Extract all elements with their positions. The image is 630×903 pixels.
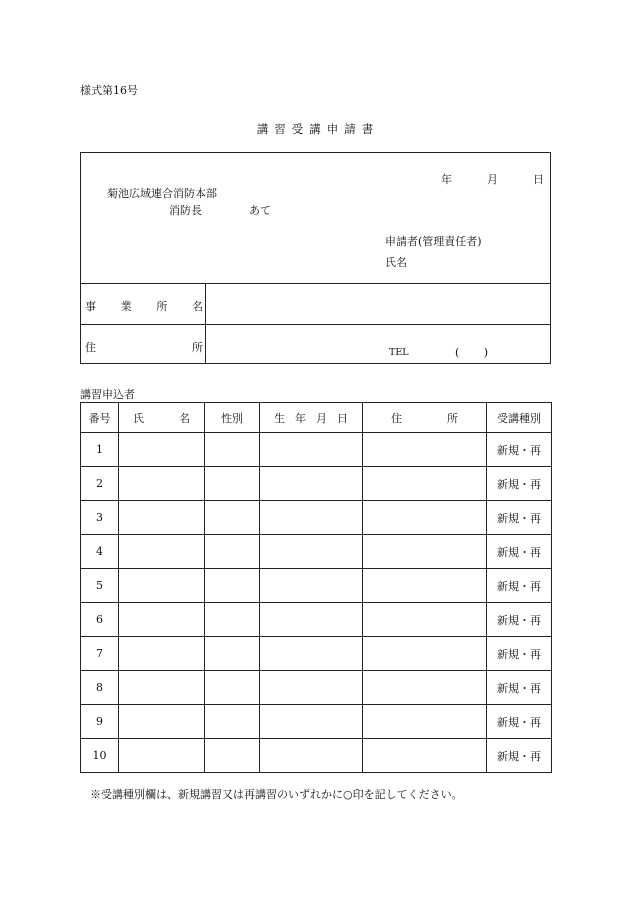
course-type-cell[interactable]: 新規・再 [487, 535, 552, 569]
month-label: 月 [487, 173, 498, 186]
address-cell[interactable] [363, 671, 487, 705]
header-char: 日 [337, 411, 348, 425]
table-row [81, 501, 552, 535]
tel-label: TEL [389, 347, 409, 358]
label-char: 所 [192, 341, 203, 354]
gender-cell[interactable] [205, 433, 260, 467]
name-cell[interactable] [119, 569, 205, 603]
year-label: 年 [441, 173, 452, 186]
name-cell[interactable] [119, 603, 205, 637]
header-char: 名 [179, 411, 190, 425]
header-course-type: 受講種別 [487, 403, 552, 433]
address-cell[interactable] [363, 433, 487, 467]
label-char: 業 [120, 300, 132, 313]
header-gender: 性別 [205, 403, 260, 433]
address-cell[interactable] [363, 501, 487, 535]
row-number: 10 [81, 739, 119, 773]
address-cell[interactable] [363, 569, 487, 603]
label-char: 住 [85, 341, 96, 354]
birthdate-cell[interactable] [260, 739, 363, 773]
row-number: 7 [81, 637, 119, 671]
applicant-label: 申請者(管理責任者) [385, 235, 482, 248]
applicants-heading: 講習申込者 [80, 388, 135, 401]
gender-cell[interactable] [205, 739, 260, 773]
name-cell[interactable] [119, 433, 205, 467]
course-type-cell[interactable]: 新規・再 [487, 637, 552, 671]
tel-close-paren: ) [483, 346, 488, 359]
table-row [81, 671, 552, 705]
name-cell[interactable] [119, 467, 205, 501]
header-char: 氏 [133, 411, 144, 425]
gender-cell[interactable] [205, 671, 260, 705]
footnote: ※受講種別欄は、新規講習又は再講習のいずれかに○印を記してください。 [90, 788, 463, 801]
birthdate-cell[interactable] [260, 705, 363, 739]
applicant-name-label: 氏名 [385, 256, 407, 269]
course-type-cell[interactable]: 新規・再 [487, 433, 552, 467]
row-number: 9 [81, 705, 119, 739]
gender-cell[interactable] [205, 603, 260, 637]
header-address [363, 403, 487, 433]
course-type-cell[interactable]: 新規・再 [487, 603, 552, 637]
label-char: 所 [156, 300, 168, 313]
label-char: 事 [85, 300, 96, 313]
birthdate-cell[interactable] [260, 569, 363, 603]
gender-cell[interactable] [205, 637, 260, 671]
header-char: 年 [295, 411, 306, 425]
date-row [441, 171, 544, 187]
name-cell[interactable] [119, 705, 205, 739]
table-row [81, 637, 552, 671]
gender-cell[interactable] [205, 501, 260, 535]
table-row [81, 569, 552, 603]
course-type-cell[interactable]: 新規・再 [487, 569, 552, 603]
row-number: 2 [81, 467, 119, 501]
row-number: 8 [81, 671, 119, 705]
header-char: 月 [316, 411, 327, 425]
gender-cell[interactable] [205, 569, 260, 603]
header-name [119, 403, 205, 433]
address-label [85, 339, 203, 355]
table-row [81, 739, 552, 773]
recipient-title: 消防長 [169, 204, 202, 217]
table-row [81, 433, 552, 467]
birthdate-cell[interactable] [260, 603, 363, 637]
birthdate-cell[interactable] [260, 501, 363, 535]
row-number: 3 [81, 501, 119, 535]
row-number: 4 [81, 535, 119, 569]
gender-cell[interactable] [205, 535, 260, 569]
row-number: 6 [81, 603, 119, 637]
tel-open-paren: ( [455, 346, 460, 359]
course-type-cell[interactable]: 新規・再 [487, 705, 552, 739]
applicant-info-box [80, 152, 551, 364]
table-row [81, 467, 552, 501]
business-name-label [85, 298, 203, 314]
divider [81, 324, 550, 325]
address-cell[interactable] [363, 535, 487, 569]
address-cell[interactable] [363, 467, 487, 501]
address-cell[interactable] [363, 637, 487, 671]
name-cell[interactable] [119, 739, 205, 773]
day-label: 日 [533, 173, 544, 186]
label-char: 名 [191, 300, 203, 313]
birthdate-cell[interactable] [260, 433, 363, 467]
birthdate-cell[interactable] [260, 467, 363, 501]
header-number: 番号 [81, 403, 119, 433]
row-number: 1 [81, 433, 119, 467]
row-number: 5 [81, 569, 119, 603]
course-type-cell[interactable]: 新規・再 [487, 501, 552, 535]
recipient-suffix: あて [249, 204, 271, 217]
gender-cell[interactable] [205, 705, 260, 739]
table-row [81, 535, 552, 569]
header-char: 所 [447, 411, 458, 425]
address-cell[interactable] [363, 705, 487, 739]
header-char: 生 [274, 411, 285, 425]
recipient-organization: 菊池広域連合消防本部 [107, 187, 217, 200]
applicants-table [80, 402, 552, 773]
form-number: 様式第16号 [80, 84, 138, 97]
address-cell[interactable] [363, 739, 487, 773]
birthdate-cell[interactable] [260, 671, 363, 705]
table-row [81, 603, 552, 637]
name-cell[interactable] [119, 535, 205, 569]
table-header-row [81, 403, 552, 433]
header-birthdate [260, 403, 363, 433]
document-title: 講習受講申請書 [256, 122, 380, 136]
name-cell[interactable] [119, 671, 205, 705]
address-cell[interactable] [363, 603, 487, 637]
birthdate-cell[interactable] [260, 535, 363, 569]
name-cell[interactable] [119, 637, 205, 671]
birthdate-cell[interactable] [260, 637, 363, 671]
tel-parentheses [455, 346, 488, 359]
divider [205, 283, 206, 364]
gender-cell[interactable] [205, 467, 260, 501]
header-char: 住 [391, 411, 402, 425]
course-type-cell[interactable]: 新規・再 [487, 467, 552, 501]
course-type-cell[interactable]: 新規・再 [487, 671, 552, 705]
table-row [81, 705, 552, 739]
course-type-cell[interactable]: 新規・再 [487, 739, 552, 773]
divider [81, 283, 550, 284]
name-cell[interactable] [119, 501, 205, 535]
